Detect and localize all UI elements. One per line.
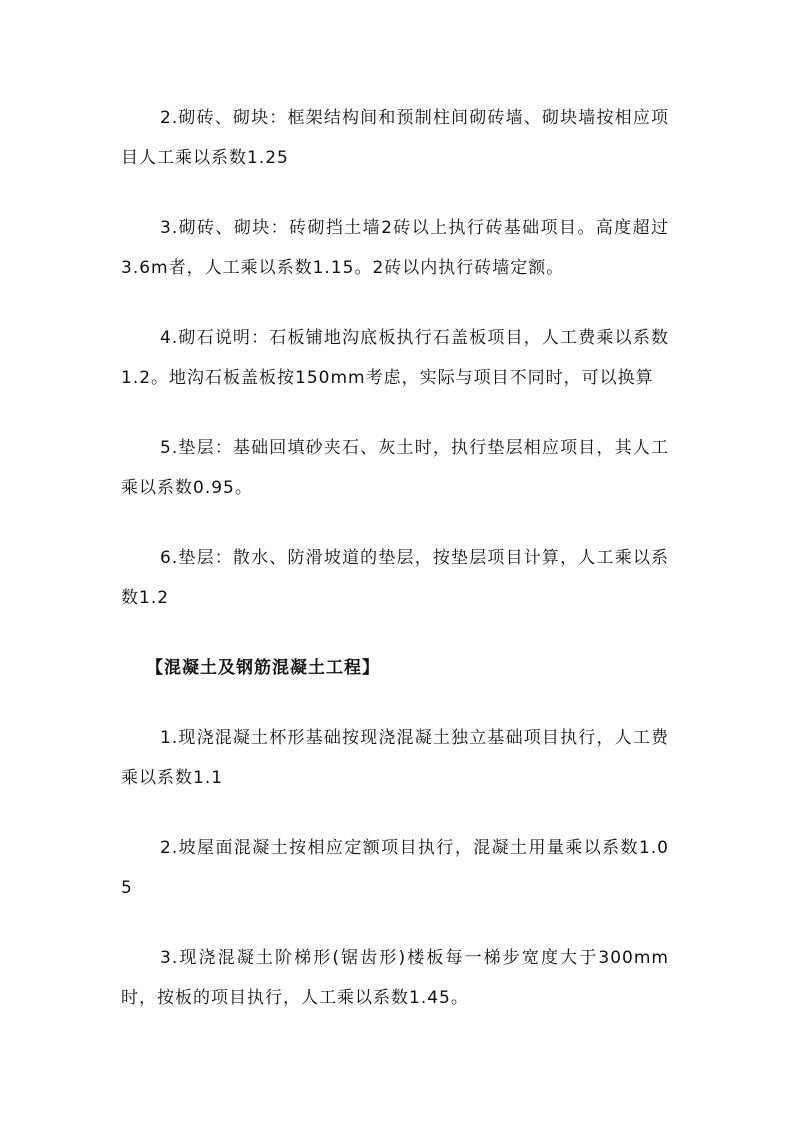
paragraph-concrete-3: 3.现浇混凝土阶梯形(锯齿形)楼板每一梯步宽度大于300mm时，按板的项目执行，人工乘以系数1.45。	[121, 948, 669, 1008]
paragraph-stone-4: 4.砌石说明：石板铺地沟底板执行石盖板项目，人工费乘以系数1.2。地沟石板盖板按150mm考虑，实际与项目不同时，可以换算	[121, 328, 669, 388]
paragraph-cushion-5: 5.垫层：基础回填砂夹石、灰土时，执行垫层相应项目，其人工乘以系数0.95。	[121, 438, 669, 498]
paragraph-masonry-3: 3.砌砖、砌块：砖砌挡土墙2砖以上执行砖基础项目。高度超过3.6m者，人工乘以系数1.15。2砖以内执行砖墙定额。	[121, 218, 669, 278]
paragraph-concrete-1: 1.现浇混凝土杯形基础按现浇混凝土独立基础项目执行，人工费乘以系数1.1	[121, 728, 669, 788]
paragraph-masonry-2: 2.砌砖、砌块：框架结构间和预制柱间砌砖墙、砌块墙按相应项目人工乘以系数1.25	[121, 108, 669, 168]
section-heading-concrete: 【混凝土及钢筋混凝土工程】	[146, 658, 380, 678]
document-body	[121, 98, 669, 1048]
paragraph-concrete-2: 2.坡屋面混凝土按相应定额项目执行，混凝土用量乘以系数1.05	[121, 838, 669, 898]
paragraph-cushion-6: 6.垫层：散水、防滑坡道的垫层，按垫层项目计算，人工乘以系数1.2	[121, 548, 669, 608]
